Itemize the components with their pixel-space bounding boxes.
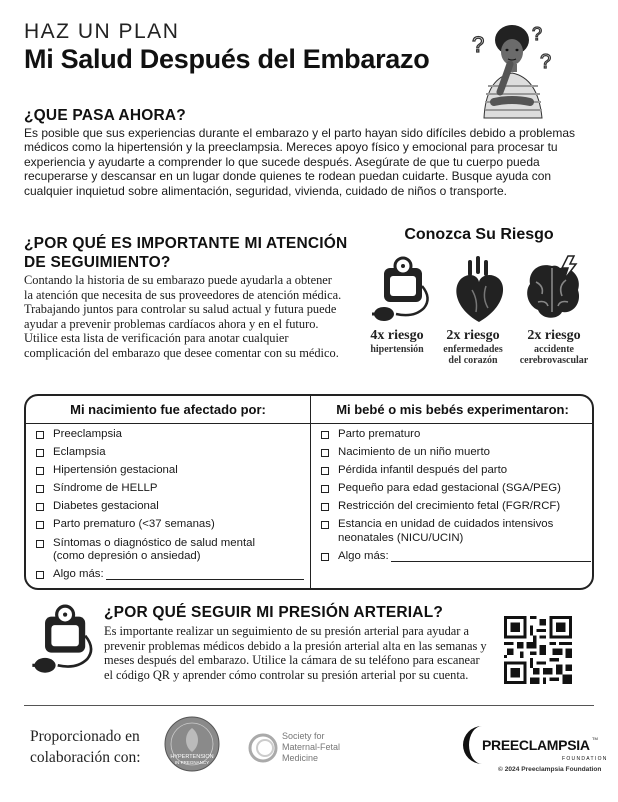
label-line-2: (como depresión o ansiedad) [53,550,201,563]
section-body-now: Es posible que sus experiencias durante el embarazo y el parto hayan sido difíciles debido a problemas médicos como la hipertensión y la preeclampsia. Mereces apoyo físico y emocional para procesar tu experiencia y ayudarte a comprender lo que sucede después. Asegúrate de que tu cuerpo pueda recuperarse y descansar en un lugar donde quienes te rodean puedan cuidarte. Busque ayuda con cualquier inquietud sobre alimentación, seguridad, vivienda, cuidado de niños o transporte. [24,126,575,198]
question-mark-1: ? [472,32,485,57]
partner3-tm: TM [592,736,598,741]
checklist-item[interactable] [36,518,310,532]
other-write-in-line[interactable] [391,550,591,562]
checkbox[interactable] [36,503,44,511]
checkbox[interactable] [36,571,44,579]
checklist-item-label: Algo más: [53,568,104,581]
copyright-notice: © 2024 Preeclampsia Foundation [498,766,602,773]
risk-label-heart-disease [436,328,510,366]
checkbox[interactable] [321,521,329,529]
checkbox[interactable] [36,449,44,457]
checklist-item[interactable] [321,446,594,460]
partner3-sub: FOUNDATION [562,756,608,762]
complications-checklist [24,394,594,590]
checklist-item-label: Parto prematuro (<37 semanas) [53,518,215,531]
partner3-name: PREECLAMPSIA [482,737,590,753]
checklist-item-label: Algo más: [338,550,389,563]
section-heading-bp: ¿POR QUÉ SEGUIR MI PRESIÓN ARTERIAL? [104,604,444,621]
checkbox[interactable] [36,431,44,439]
checklist-item-other[interactable] [321,550,594,564]
thinking-woman-illustration-icon [470,18,560,118]
checklist-item-label: Diabetes gestacional [53,500,159,513]
section-body-bp: Es importante realizar un seguimiento de su presión arterial para ayudar a prevenir problemas médicos debido a la presión arterial alta en las semanas y meses después del embarazo. Utilice la cámara de su teléfono para escanear el código QR y aprender cómo controlar su presión arterial por su cuenta. [104,624,487,682]
column-heading-baby: Mi bebé o mis bebés experimentaron: [311,396,594,424]
checklist-item-label [53,537,255,564]
credit-line-2: colaboración con: [30,749,141,766]
footer-divider [24,705,594,706]
partner1-line-2: IN PREGNANCY [174,760,210,765]
checklist-item[interactable] [36,428,310,442]
checklist-item-other[interactable] [36,568,310,582]
checklist-column-mother [26,396,311,588]
checklist-item[interactable] [36,446,310,460]
checklist-item[interactable] [36,537,310,564]
checkbox[interactable] [321,431,329,439]
checklist-item-label [338,518,553,545]
preeclampsia-foundation-logo-icon [462,722,608,768]
credit-line-1: Proporcionado en [30,728,140,745]
blood-pressure-monitor-icon [30,604,96,678]
heart-icon [448,256,510,326]
other-write-in-line[interactable] [106,568,304,580]
risk-multiplier: 4x riesgo [370,328,424,343]
checklist-item-label: Preeclampsia [53,428,123,440]
checklist-item-label: Hipertensión gestacional [53,464,178,477]
checkbox[interactable] [36,467,44,475]
checkbox[interactable] [36,540,44,548]
checkbox[interactable] [36,521,44,529]
section-body-followup: Contando la historia de su embarazo puede ayudarla a obtener la atención que necesita de sus proveedores de atención médica. Trabajando juntos para controlar su salud actual y futura puede ayudar a prevenir problemas cardíacos ahora y en el futuro. Utilice esta lista de verificación para anotar cualquier complicación del embarazo que desee comentar con su médico. [24,273,342,360]
risk-condition-2: del corazón [448,355,498,366]
checklist-item-label: Nacimiento de un niño muerto [338,446,490,459]
partner2-line-3: Medicine [282,753,319,763]
checkbox[interactable] [36,485,44,493]
checklist-item-label: Síndrome de HELLP [53,482,158,495]
checklist-item-label: Restricción del crecimiento fetal (FGR/RCF) [338,500,561,513]
partner2-line-2: Maternal-Fetal [282,742,341,752]
checklist-item[interactable] [321,518,594,545]
page-title: Mi Salud Después del Embarazo [24,44,430,74]
checklist-column-baby [311,396,594,588]
section-heading-now: ¿QUE PASA AHORA? [24,107,186,124]
risk-label-hypertension [360,328,434,355]
checkbox[interactable] [321,503,329,511]
kicker-title: HAZ UN PLAN [24,20,180,43]
question-mark-2: ? [532,24,543,44]
checklist-item-label: Parto prematuro [338,428,421,440]
label-line-2: neonatales (NICU/UCIN) [338,531,464,544]
risk-condition: enfermedades [443,344,503,355]
checklist-item[interactable] [36,482,310,496]
partner1-line-1: HYPERTENSION [170,754,214,760]
label-line-1: Síntomas o diagnóstico de salud mental [53,536,255,549]
checkbox[interactable] [321,485,329,493]
qr-code-icon[interactable] [504,616,572,684]
risk-multiplier: 2x riesgo [446,328,500,343]
heading-line-2: DE SEGUIMIENTO? [24,254,171,271]
risk-title: Conozca Su Riesgo [404,226,554,243]
smfm-logo-icon [248,728,358,768]
checklist-item[interactable] [321,500,594,514]
checklist-item[interactable] [321,428,594,442]
checklist-item[interactable] [321,482,594,496]
question-mark-3: ? [540,51,552,73]
section-heading-followup [24,234,364,272]
checklist-item[interactable] [36,464,310,478]
risk-condition: hipertensión [370,344,424,355]
partner2-line-1: Society for [282,731,325,741]
checkbox[interactable] [321,467,329,475]
risk-condition-2: cerebrovascular [519,355,589,366]
blood-pressure-monitor-icon [370,256,432,326]
checklist-items-mother [26,424,310,582]
checkbox[interactable] [321,553,329,561]
label-line-1: Estancia en unidad de cuidados intensivos [338,518,554,531]
column-heading-mother: Mi nacimiento fue afectado por: [26,396,310,424]
hypertension-in-pregnancy-logo-icon [164,716,220,772]
checklist-item-label: Pérdida infantil después del parto [338,464,508,477]
checklist-item-label: Pequeño para edad gestacional (SGA/PEG) [338,482,561,495]
partner-credit [30,726,141,768]
heading-line-1: ¿POR QUÉ ES IMPORTANTE MI ATENCIÓN [24,235,348,252]
checklist-item[interactable] [321,464,594,478]
brain-icon [522,256,584,326]
checklist-item[interactable] [36,500,310,514]
checklist-items-baby [311,424,594,564]
risk-label-stroke [514,328,594,366]
risk-multiplier: 2x riesgo [527,328,581,343]
risk-condition: accidente [534,344,574,355]
checklist-item-label: Eclampsia [53,446,106,459]
checkbox[interactable] [321,449,329,457]
